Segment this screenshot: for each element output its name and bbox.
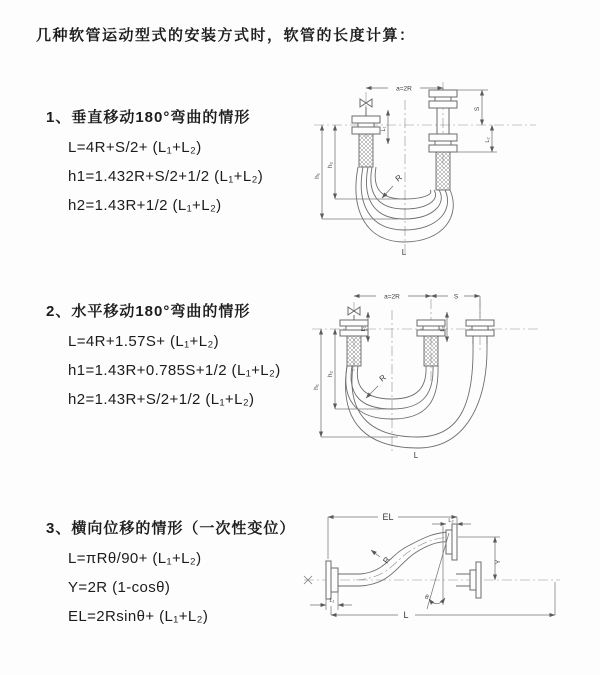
section-lateral (46, 517, 295, 625)
radius-label: R (381, 555, 392, 566)
dim-label-l1: L₁ (361, 326, 367, 332)
right-pipe-assembly (429, 90, 457, 190)
dim-label-l2: L₂ (440, 326, 446, 332)
length-label: L (413, 451, 419, 460)
dim-label-h2: h₂ (327, 370, 334, 378)
angle-label: θ (425, 594, 429, 601)
radius-leader (382, 173, 404, 198)
dimension-s (457, 90, 488, 125)
formula-line: h2=1.43R+S/2+1/2 (L₁+L₂) (68, 391, 255, 408)
dim-label-a2r: a=2R (396, 85, 412, 93)
dim-label-l2: L₂ (448, 518, 454, 524)
section-vertical (46, 106, 263, 214)
dimension-l2 (432, 518, 471, 524)
section-1-heading: 1、垂直移动180°弯曲的情形 (46, 109, 251, 126)
dimension-el (328, 512, 457, 559)
page-title: 几种软管运动型式的安装方式时，软管的长度计算： (36, 27, 416, 44)
length-label: L (401, 248, 407, 257)
dim-label-el: EL (382, 512, 394, 522)
dim-label-l1: L₁ (381, 126, 387, 132)
length-label: L (403, 610, 409, 620)
section-2-heading: 2、水平移动180°弯曲的情形 (46, 303, 251, 320)
radius-label: R (377, 372, 388, 384)
formula-line: h2=1.43R+1/2 (L₁+L₂) (68, 197, 222, 214)
formula-line: EL=2Rsinθ+ (L₁+L₂) (68, 608, 209, 625)
formula-line: L=4R+1.57S+ (L₁+L₂) (68, 333, 220, 350)
hose-curves (356, 532, 455, 586)
dimension-s (431, 294, 480, 319)
diagram-horizontal-180 (308, 282, 598, 460)
centerlines (314, 82, 536, 256)
radius-label: R (393, 172, 404, 184)
dim-label-h1: h₁ (313, 384, 320, 390)
section-horizontal (46, 300, 281, 408)
formula-line: L=4R+S/2+ (L₁+L₂) (68, 139, 202, 156)
angle-construction (425, 526, 449, 609)
radius-leader (366, 373, 388, 398)
formula-line: h1=1.432R+S/2+1/2 (L₁+L₂) (68, 168, 264, 185)
dim-label-a2r: a=2R (384, 293, 400, 301)
hose-curves (345, 344, 487, 448)
dim-label-h1: h₁ (314, 173, 321, 179)
formula-line: Y=2R (1-cosθ) (68, 579, 171, 596)
dim-label-h2: h₂ (327, 161, 334, 169)
formula-line: L=πRθ/90+ (L₁+L₂) (68, 550, 202, 567)
left-pipe-assembly (352, 116, 380, 167)
section-3-heading: 3、横向位移的情形（一次性变位） (46, 520, 296, 537)
dim-label-l2: L₂ (485, 137, 491, 143)
diagram-vertical-180 (308, 72, 598, 260)
upper-flange-assembly (446, 524, 457, 560)
dimension-l1 (361, 312, 368, 342)
radius-leader (371, 550, 392, 565)
dimension-span (354, 294, 431, 301)
dimension-l2 (457, 125, 497, 152)
dimension-l1 (381, 110, 388, 144)
dim-label-s: S (453, 293, 459, 301)
diagram-lateral-displacement (298, 502, 600, 640)
dim-label-s: S (474, 106, 481, 112)
formula-line: h1=1.43R+0.785S+1/2 (L₁+L₂) (68, 362, 281, 379)
dimension-h1 (314, 125, 398, 219)
centerlines (304, 576, 560, 584)
dimension-l2 (440, 312, 447, 342)
dim-label-l1: L₁ (329, 598, 335, 604)
dim-label-y: Y (495, 559, 502, 565)
